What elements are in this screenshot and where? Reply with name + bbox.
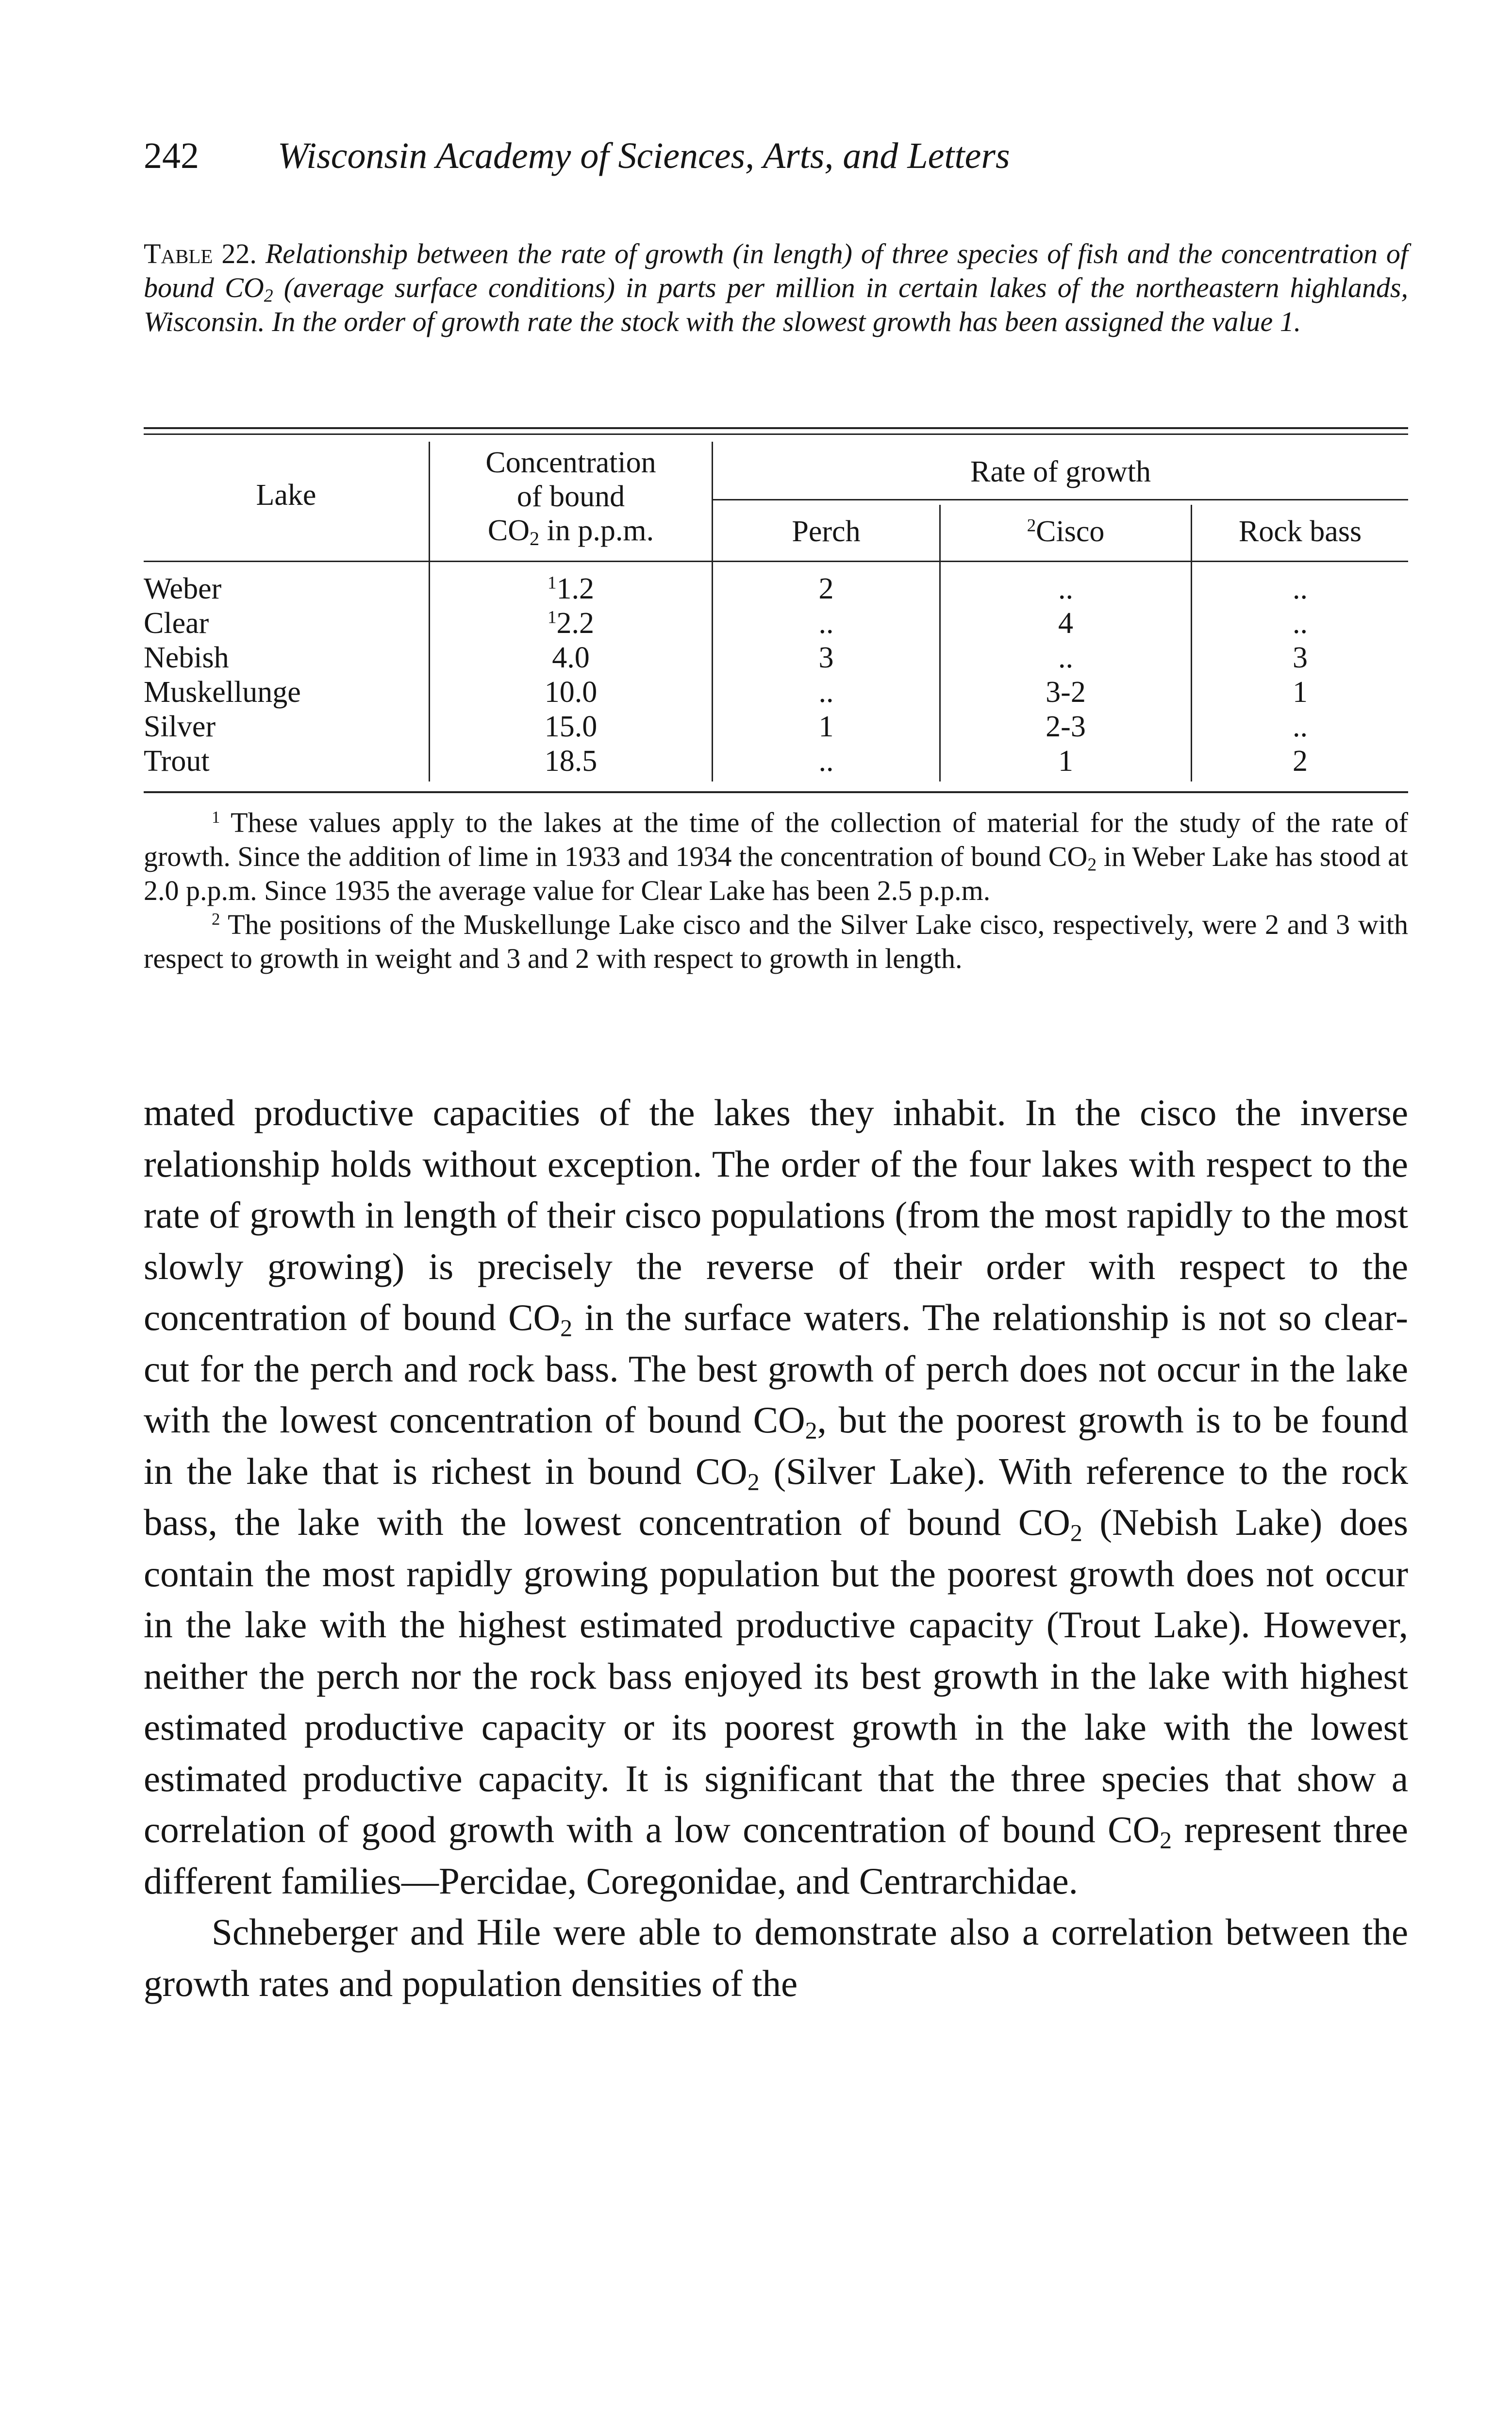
header-lake: Lake xyxy=(256,479,316,512)
paragraph-1: mated productive capacities of the lakes they inhabit. In the cisco the inverse relationship holds without exception. The order of the four lakes with respect to the rate of growth in length of their cisco populations (from the most rapidly to the most slowly growing) is precisely the reverse of their order with respect to the concentration of bound $CO_2$ in the surface waters. The relationship is not so clear-cut for the perch and rock bass. The best growth of perch does not occur in the lake with the lowest concentration of bound $CO_2$, but the poorest growth is to be found in the lake that is richest in bound $CO_2$ (Silver Lake). With reference to the rock bass, the lake with the lowest concentration of bound $CO_2$ (Nebish Lake) does contain the most rapidly growing population but the poorest growth does not occur in the lake with the highest estimated productive capacity (Trout Lake). However, neither the perch nor the rock bass enjoyed its best growth in the lake with highest estimated productive capacity or its poorest growth in the lake with the lowest estimated productive capacity. It is significant that the three species that show a correlation of good growth with a low concentration of bound $CO_2$ represent three different families—Percidae, Coregonidae, and Centrarchidae. xyxy=(144,1092,1408,1902)
row-rockbass-silver: .. xyxy=(1293,710,1308,743)
row-perch-muskellunge: .. xyxy=(818,676,834,709)
row-lake-muskellunge: Muskellunge xyxy=(144,676,301,709)
row-cisco-trout: 1 xyxy=(1058,745,1073,778)
row-lake-clear: Clear xyxy=(144,607,209,640)
running-title: Wisconsin Academy of Sciences, Arts, and Letters xyxy=(278,135,1010,176)
body-text xyxy=(144,1087,1408,2009)
rate-subheader-rule xyxy=(712,499,1408,500)
row-perch-weber: 2 xyxy=(818,572,834,605)
row-conc-weber: $^1$1.2 xyxy=(547,572,595,605)
table-label: Table 22. xyxy=(144,238,257,269)
row-perch-clear: .. xyxy=(818,607,834,640)
row-cisco-muskellunge: 3-2 xyxy=(1046,676,1086,709)
row-cisco-silver: 2-3 xyxy=(1046,710,1086,743)
header-perch: Perch xyxy=(792,515,861,548)
footnote-2: $^2$ The positions of the Muskellunge Lake cisco and the Silver Lake cisco, respectively, were 2 and 3 with respect to growth in weight and 3 and 2 with respect to growth in length. xyxy=(144,909,1408,974)
caption-text-1: Relationship between the rate of growth (in length) of three species of fish and the concentration of bound CO xyxy=(144,238,1409,303)
header-concentration xyxy=(430,446,712,548)
header-rate-of-growth: Rate of growth xyxy=(970,455,1151,488)
page-number: 242 xyxy=(144,135,199,176)
row-conc-nebish: 4.0 xyxy=(552,641,590,674)
row-lake-silver: Silver xyxy=(144,710,216,743)
row-conc-muskellunge: 10.0 xyxy=(544,676,598,709)
header-cisco: $^2$Cisco xyxy=(1027,515,1105,548)
table-bottom-rule xyxy=(144,791,1408,793)
header-rock-bass: Rock bass xyxy=(1238,515,1362,548)
row-perch-trout: .. xyxy=(818,745,834,778)
table-footnotes xyxy=(144,806,1408,976)
footnote-1: $^1$ These values apply to the lakes at the time of the collection of material for the study of the rate of growth. Since the addition of lime in 1933 and 1934 the concentration of bound $CO_2$ in Weber Lake has stood at 2.0 p.p.m. Since 1935 the average value for Clear Lake has been 2.5 p.p.m. xyxy=(144,807,1408,906)
row-rockbass-muskellunge: 1 xyxy=(1293,676,1308,709)
row-cisco-weber: .. xyxy=(1058,572,1073,605)
caption-sub: 2 xyxy=(264,285,273,306)
caption-text-2: (average surface conditions) in parts per million in certain lakes of the northeastern highlands, Wisconsin. In the order of growth rate the stock with the slowest growth has been assigned the value 1. xyxy=(144,272,1408,337)
row-lake-nebish: Nebish xyxy=(144,641,229,674)
row-rockbass-trout: 2 xyxy=(1293,745,1308,778)
table-top-rule xyxy=(144,427,1408,429)
table-caption xyxy=(144,237,1408,339)
row-rockbass-nebish: 3 xyxy=(1293,641,1308,674)
header-conc-line3: $CO_2$ in p.p.m. xyxy=(487,514,654,550)
header-conc-line1: Concentration xyxy=(485,446,656,479)
row-rockbass-weber: .. xyxy=(1293,572,1308,605)
row-rockbass-clear: .. xyxy=(1293,607,1308,640)
row-perch-nebish: 3 xyxy=(818,641,834,674)
running-header xyxy=(144,130,1415,183)
row-conc-silver: 15.0 xyxy=(544,710,598,743)
row-perch-silver: 1 xyxy=(818,710,834,743)
row-cisco-nebish: .. xyxy=(1058,641,1073,674)
paragraph-2: Schneberger and Hile were able to demonstrate also a correlation between the growth rates and population densities of the xyxy=(144,1911,1408,2004)
table-top-rule-2 xyxy=(144,433,1408,435)
row-cisco-clear: 4 xyxy=(1058,607,1073,640)
row-conc-trout: 18.5 xyxy=(544,745,598,778)
header-conc-line2: of bound xyxy=(516,480,625,513)
header-bottom-rule xyxy=(144,561,1408,562)
row-lake-trout: Trout xyxy=(144,745,210,778)
row-lake-weber: Weber xyxy=(144,572,222,605)
row-conc-clear: $^1$2.2 xyxy=(547,607,595,640)
